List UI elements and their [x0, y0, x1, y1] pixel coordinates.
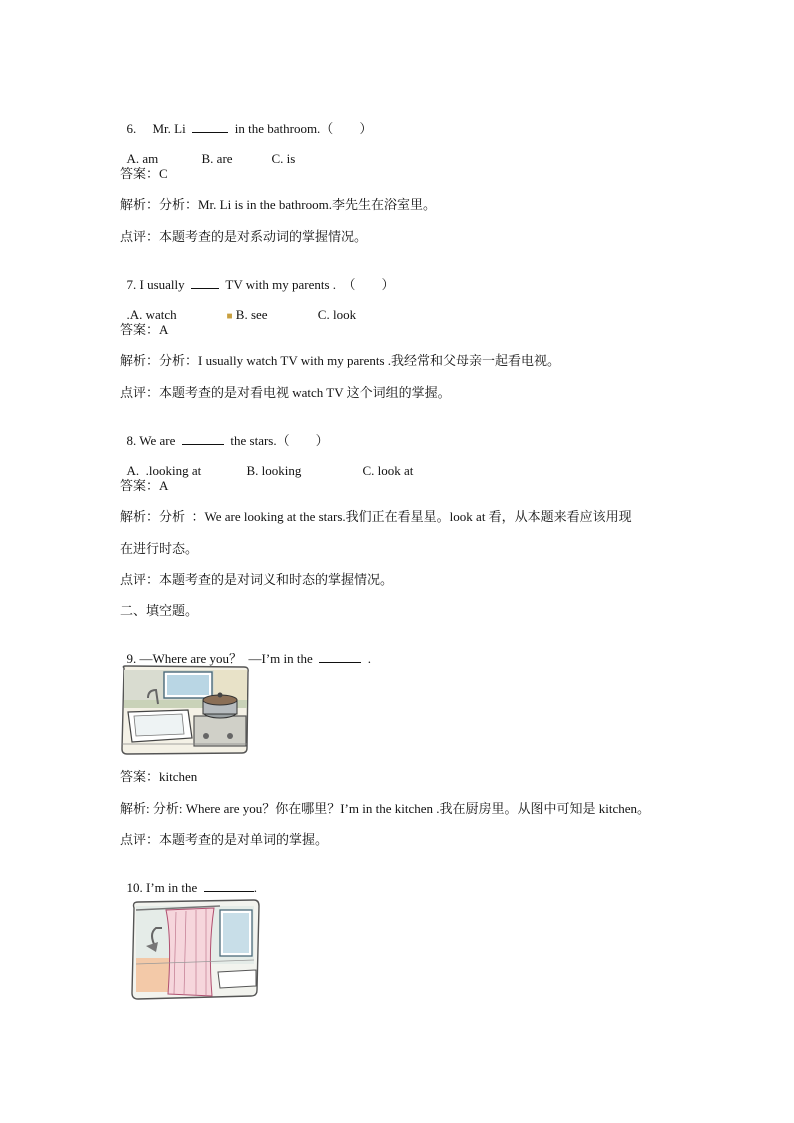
- q7-answer: 答案：A: [120, 322, 169, 337]
- q7-blank[interactable]: [191, 276, 219, 289]
- q9-answer: 答案：kitchen: [120, 769, 198, 784]
- q7-option-a[interactable]: .A. watch: [126, 307, 177, 322]
- q6-answer: 答案：C: [120, 166, 168, 181]
- q9-analysis: 解析: 分析: Where are you？你在哪里？I’m in the kitchen .我在厨房里。从图中可知是 kitchen。: [120, 801, 651, 816]
- q8-option-c[interactable]: C. look at: [362, 463, 414, 478]
- section-title: 二、填空题。: [120, 603, 199, 618]
- q8-option-b[interactable]: B. looking: [246, 463, 302, 478]
- q6-question: 6. Mr. Li in the bathroom.（ ）: [126, 121, 373, 136]
- q7-comment: 点评：本题考查的是对看电视 watch TV 这个词组的掌握。: [120, 385, 451, 400]
- q7-options: [120, 291, 356, 325]
- q8-option-a[interactable]: A. .looking at: [126, 463, 202, 478]
- q7-option-c[interactable]: C. look: [317, 307, 357, 322]
- bathroom-illustration: [126, 898, 262, 1002]
- q7-question: 7. I usually TV with my parents . （ ）: [126, 277, 395, 292]
- q6-blank[interactable]: [192, 120, 228, 133]
- q6-number: 6.: [126, 121, 137, 136]
- q8-options: [120, 447, 413, 479]
- q8-question: 8. We are the stars.（ ）: [126, 433, 329, 448]
- q8-answer: 答案：A: [120, 478, 169, 493]
- q8-analysis-line2: 在进行时态。: [120, 541, 199, 556]
- q7-analysis: 解析：分析：I usually watch TV with my parents .我经常和父母亲一起看电视。: [120, 353, 561, 368]
- q6-comment: 点评：本题考查的是对系动词的掌握情况。: [120, 229, 368, 244]
- q8-comment: 点评：本题考查的是对词义和时态的掌握情况。: [120, 572, 394, 587]
- q6-option-a[interactable]: A. am: [126, 151, 159, 166]
- q6-analysis: 解析：分析：Mr. Li is in the bathroom.李先生在浴室里。: [120, 197, 436, 212]
- q10-question: 10. I’m in the .: [126, 880, 258, 895]
- q9-blank[interactable]: [319, 650, 361, 663]
- kitchen-illustration: [118, 664, 251, 756]
- q8-blank[interactable]: [182, 432, 224, 445]
- q6-option-c[interactable]: C. is: [271, 151, 296, 166]
- decorative-dot: ■: [226, 311, 233, 322]
- q10-blank[interactable]: [204, 879, 254, 892]
- q9-question: 9. —Where are you？ —I’m in the .: [126, 651, 372, 666]
- q9-comment: 点评：本题考查的是对单词的掌握。: [120, 832, 329, 847]
- q8-analysis-line1: 解析：分析 ：We are looking at the stars.我们正在看星星。look at 看，从本题来看应该用现: [120, 509, 632, 524]
- q7-option-b[interactable]: B. see: [235, 307, 268, 322]
- q6-options: [120, 135, 295, 167]
- q6-option-b[interactable]: B. are: [201, 151, 233, 166]
